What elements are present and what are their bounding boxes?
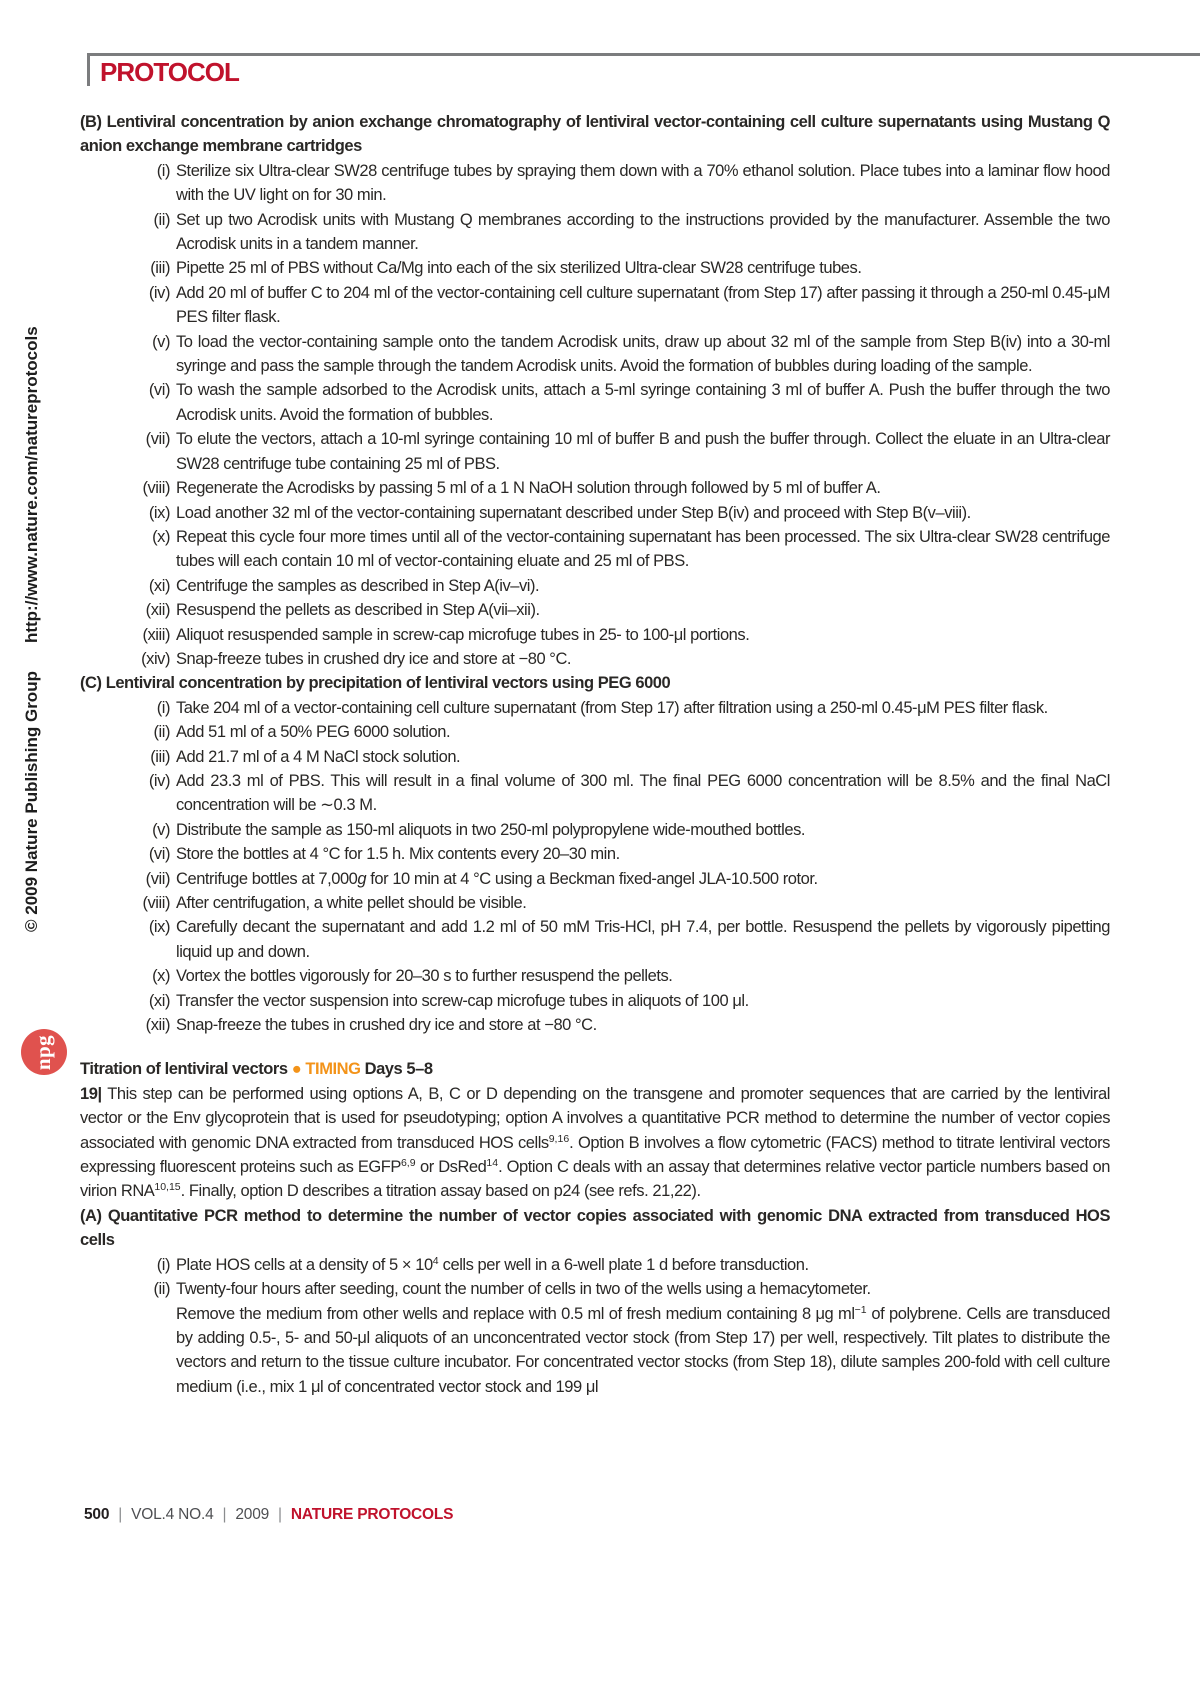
text-segment: This step can be performed using options A, B, C or D depending on the transgene and promoter sequences that are carried by the lentiviral vector or the Env glycoprotein that is used for pseudotyping; option A involves a quantitative PCR method to determine the number of vector copies associated with genomic DNA extracted from transduced HOS cells	[80, 1084, 1110, 1152]
step-number: (i)	[156, 161, 170, 180]
step-number: (xii)	[145, 1016, 170, 1035]
step-number: (ii)	[153, 723, 170, 742]
step	[80, 647, 1110, 671]
text-segment: Centrifuge the samples as described in Step A(iv–vi).	[176, 576, 540, 595]
step	[80, 915, 1110, 964]
step-number: (iv)	[148, 771, 170, 790]
text-segment: . Option C deals with an assay that determines relative vector particle numbers based on virion RNA	[80, 1158, 1110, 1201]
text-segment: Plate HOS cells at a density of 5 × 10	[176, 1255, 433, 1274]
step	[80, 159, 1110, 208]
step-number: (viii)	[142, 894, 170, 912]
text-segment: Regenerate the Acrodisks by passing 5 ml of a 1 N NaOH solution through followed by 5 ml of buffer A.	[176, 479, 881, 498]
text-segment: Load another 32 ml of the vector-containing supernatant described under Step B(iv) and proceed with Step B(v–viii).	[176, 503, 971, 522]
step-number: (i)	[156, 1255, 170, 1274]
step-number: (v)	[152, 820, 170, 839]
step	[80, 281, 1110, 330]
text-segment: After centrifugation, a white pellet should be visible.	[176, 894, 527, 912]
text-segment: ● TIMING	[291, 1060, 361, 1079]
step-number: (ii)	[153, 1280, 170, 1299]
step	[80, 427, 1110, 476]
text-segment: . Option B involves a flow cytometric (FACS) method to titrate lentiviral vectors expressing fluorescent proteins such as EGFP	[80, 1133, 1110, 1177]
step-number: (xiii)	[142, 625, 170, 644]
step-number: (xi)	[148, 576, 170, 595]
reference-superscript: 14	[486, 1157, 499, 1170]
timing-heading	[80, 1057, 1110, 1081]
step	[80, 525, 1110, 574]
step	[80, 378, 1110, 427]
text-segment: Add 23.3 ml of PBS. This will result in a final volume of 300 ml. The final PEG 6000 concentration will be 8.5% and the final NaCl concentration will be ∼0.3 M.	[176, 771, 1110, 815]
step	[80, 989, 1110, 1013]
reference-superscript: 10,15	[154, 1181, 181, 1194]
text-segment: To elute the vectors, attach a 10-ml syringe containing 10 ml of buffer B and push the buffer through. Collect the eluate in an Ultra-clear SW28 centrifuge tube containing 25 ml of PBS.	[176, 430, 1110, 473]
text-segment: To wash the sample adsorbed to the Acrodisk units, attach a 5-ml syringe containing 3 ml of buffer A. Push the buffer through the two Acrodisk units. Avoid the formation of bubbles.	[176, 381, 1110, 424]
step-number: (x)	[152, 967, 170, 986]
text-segment: Vortex the bottles vigorously for 20–30 s to further resuspend the pellets.	[176, 967, 673, 986]
journal-name: NATURE PROTOCOLS	[290, 1506, 454, 1523]
step	[80, 720, 1110, 744]
step-number: (vii)	[145, 430, 170, 449]
step-number: (i)	[156, 698, 170, 717]
text-segment: or DsRed	[415, 1158, 487, 1177]
protocol-body	[80, 110, 1110, 1399]
text-segment: Set up two Acrodisk units with Mustang Q membranes according to the instructions provided by the manufacturer. Assemble the two Acrodisk units in a tandem manner.	[176, 210, 1110, 254]
text-segment: Snap-freeze the tubes in crushed dry ice and store at −80 °C.	[176, 1016, 597, 1035]
text-segment: . Finally, option D describes a titration assay based on p24 (see refs. 21,22).	[180, 1182, 701, 1201]
step-number: (iii)	[150, 259, 170, 278]
sidebar-url: http://www.nature.com/natureprotocols	[22, 326, 41, 644]
reference-superscript: −1	[854, 1303, 867, 1316]
text-segment: Add 20 ml of buffer C to 204 ml of the vector-containing cell culture supernatant (from Step 17) after passing it through a 250-ml 0.45-μM PES filter flask.	[176, 283, 1110, 327]
text-segment: Aliquot resuspended sample in screw-cap microfuge tubes in 25- to 100-μl portions.	[176, 625, 750, 644]
npg-logo	[21, 1029, 67, 1075]
text-segment: Add 21.7 ml of a 4 M NaCl stock solution.	[176, 747, 461, 766]
step	[80, 256, 1110, 280]
text-segment: 19|	[80, 1084, 102, 1103]
page-kicker: PROTOCOL	[100, 57, 239, 87]
text-segment: Distribute the sample as 150-ml aliquots in two 250-ml polypropylene wide-mouthed bottles.	[176, 820, 806, 839]
text-segment: To load the vector-containing sample onto the tandem Acrodisk units, draw up about 32 ml of the sample from Step B(iv) into a 30-ml syringe and pass the sample through the tandem Acrodisk units. Avoid the formation of bubbles during loading of the sample.	[176, 332, 1110, 376]
step	[80, 1253, 1110, 1277]
text-segment: Sterilize six Ultra-clear SW28 centrifuge tubes by spraying them down with a 70% ethanol solution. Place tubes into a laminar flow hood with the UV light on for 30 min.	[176, 161, 1110, 205]
footer-separator: |	[118, 1506, 123, 1523]
text-segment: of polybrene. Cells are transduced by adding 0.5-, 5- and 50-μl aliquots of an unconcentrated vector stock (from Step 17) per well, respectively. Tilt plates to distribute the vectors and return to the tissue culture incubator. For concentrated vector stocks (from Step 18), dilute samples 200-fold with cell culture medium (i.e., mix 1 μl of concentrated vector stock and 199 μl	[176, 1304, 1110, 1396]
step-number: (vii)	[145, 869, 170, 888]
step-number: (xiv)	[141, 649, 170, 668]
text-segment: Twenty-four hours after seeding, count the number of cells in two of the wells using a hemacytometer.	[176, 1280, 871, 1299]
npg-logo-text: npg	[31, 1034, 56, 1070]
step	[80, 769, 1110, 818]
text-segment: Take 204 ml of a vector-containing cell culture supernatant (from Step 17) after filtration using a 250-ml 0.45-μM PES filter flask.	[176, 698, 1048, 717]
step	[80, 623, 1110, 647]
copyright-text: © 2009 Nature Publishing Group	[22, 671, 41, 932]
step-number: (ix)	[148, 503, 170, 522]
text-segment: Centrifuge bottles at 7,000	[176, 869, 358, 888]
text-segment: Resuspend the pellets as described in Step A(vii–xii).	[176, 601, 540, 620]
step-number: (viii)	[142, 479, 170, 498]
step	[80, 964, 1110, 988]
step	[80, 1013, 1110, 1037]
section-heading	[80, 110, 1110, 159]
reference-superscript: 6,9	[400, 1157, 416, 1170]
step	[80, 208, 1110, 257]
text-segment: cells per well in a 6-well plate 1 d before transduction.	[438, 1255, 809, 1274]
step	[80, 1277, 1110, 1399]
text-segment: Snap-freeze tubes in crushed dry ice and store at −80 °C.	[176, 649, 572, 668]
section-heading	[80, 671, 1110, 695]
text-segment: Carefully decant the supernatant and add 1.2 ml of 50 mM Tris-HCl, pH 7.4, per bottle. Resuspend the pellets by vigorously pipetting liquid up and down.	[176, 918, 1110, 961]
text-segment: Days 5–8	[360, 1060, 433, 1079]
footer	[84, 1506, 453, 1524]
text-segment: Transfer the vector suspension into screw-cap microfuge tubes in aliquots of 100 μl.	[176, 991, 749, 1010]
step	[80, 696, 1110, 720]
text-segment: Remove the medium from other wells and replace with 0.5 ml of fresh medium containing 8 μg ml	[176, 1304, 855, 1323]
step-number: (xii)	[145, 601, 170, 620]
step	[80, 842, 1110, 866]
step	[80, 330, 1110, 379]
text-segment: (A) Quantitative PCR method to determine the number of vector copies associated with genomic DNA extracted from transduced HOS cells	[80, 1206, 1110, 1250]
step	[80, 745, 1110, 769]
step	[80, 476, 1110, 500]
step-number: (vi)	[148, 381, 170, 400]
text-segment: Add 51 ml of a 50% PEG 6000 solution.	[176, 723, 451, 742]
text-segment: Titration of lentiviral vectors	[80, 1060, 292, 1079]
text-segment: for 10 min at 4 °C using a Beckman fixed-angel JLA-10.500 rotor.	[366, 869, 818, 888]
text-segment: Store the bottles at 4 °C for 1.5 h. Mix contents every 20–30 min.	[176, 845, 620, 864]
step-number: (iv)	[148, 283, 170, 302]
step-number: (vi)	[148, 845, 170, 864]
footer-separator: |	[222, 1506, 227, 1523]
sidebar-copyright	[22, 326, 42, 932]
text-segment: g	[357, 869, 367, 888]
step-number: (x)	[152, 527, 170, 546]
reference-superscript: 4	[432, 1254, 439, 1267]
section-heading	[80, 1204, 1110, 1253]
step-number: (xi)	[148, 991, 170, 1010]
text-segment: Pipette 25 ml of PBS without Ca/Mg into each of the six sterilized Ultra-clear SW28 centrifuge tubes.	[176, 259, 862, 278]
step-number: (ii)	[153, 210, 170, 229]
step-number: (v)	[152, 332, 170, 351]
text-segment: Repeat this cycle four more times until all of the vector-containing supernatant has been processed. The six Ultra-clear SW28 centrifuge tubes will each contain 10 ml of vector-containing eluate and 25 ml of PBS.	[176, 527, 1110, 571]
reference-superscript: 9,16	[548, 1132, 570, 1145]
step	[80, 891, 1110, 915]
step	[80, 574, 1110, 598]
volume-issue: VOL.4 NO.4	[131, 1506, 214, 1523]
step	[80, 867, 1110, 891]
year: 2009	[235, 1506, 270, 1523]
footer-separator: |	[278, 1506, 282, 1523]
step-number: (iii)	[150, 747, 170, 766]
step	[80, 598, 1110, 622]
header-rule-horizontal	[87, 53, 1200, 56]
page-number: 500	[84, 1506, 110, 1523]
step	[80, 818, 1110, 842]
text-segment: (C) Lentiviral concentration by precipitation of lentiviral vectors using PEG 6000	[80, 674, 671, 693]
step	[80, 501, 1110, 525]
paragraph	[80, 1082, 1110, 1204]
text-segment: (B) Lentiviral concentration by anion exchange chromatography of lentiviral vector-containing cell culture supernatants using Mustang Q anion exchange membrane cartridges	[80, 113, 1110, 156]
header-rule-vertical	[87, 53, 90, 86]
step-number: (ix)	[148, 918, 170, 937]
